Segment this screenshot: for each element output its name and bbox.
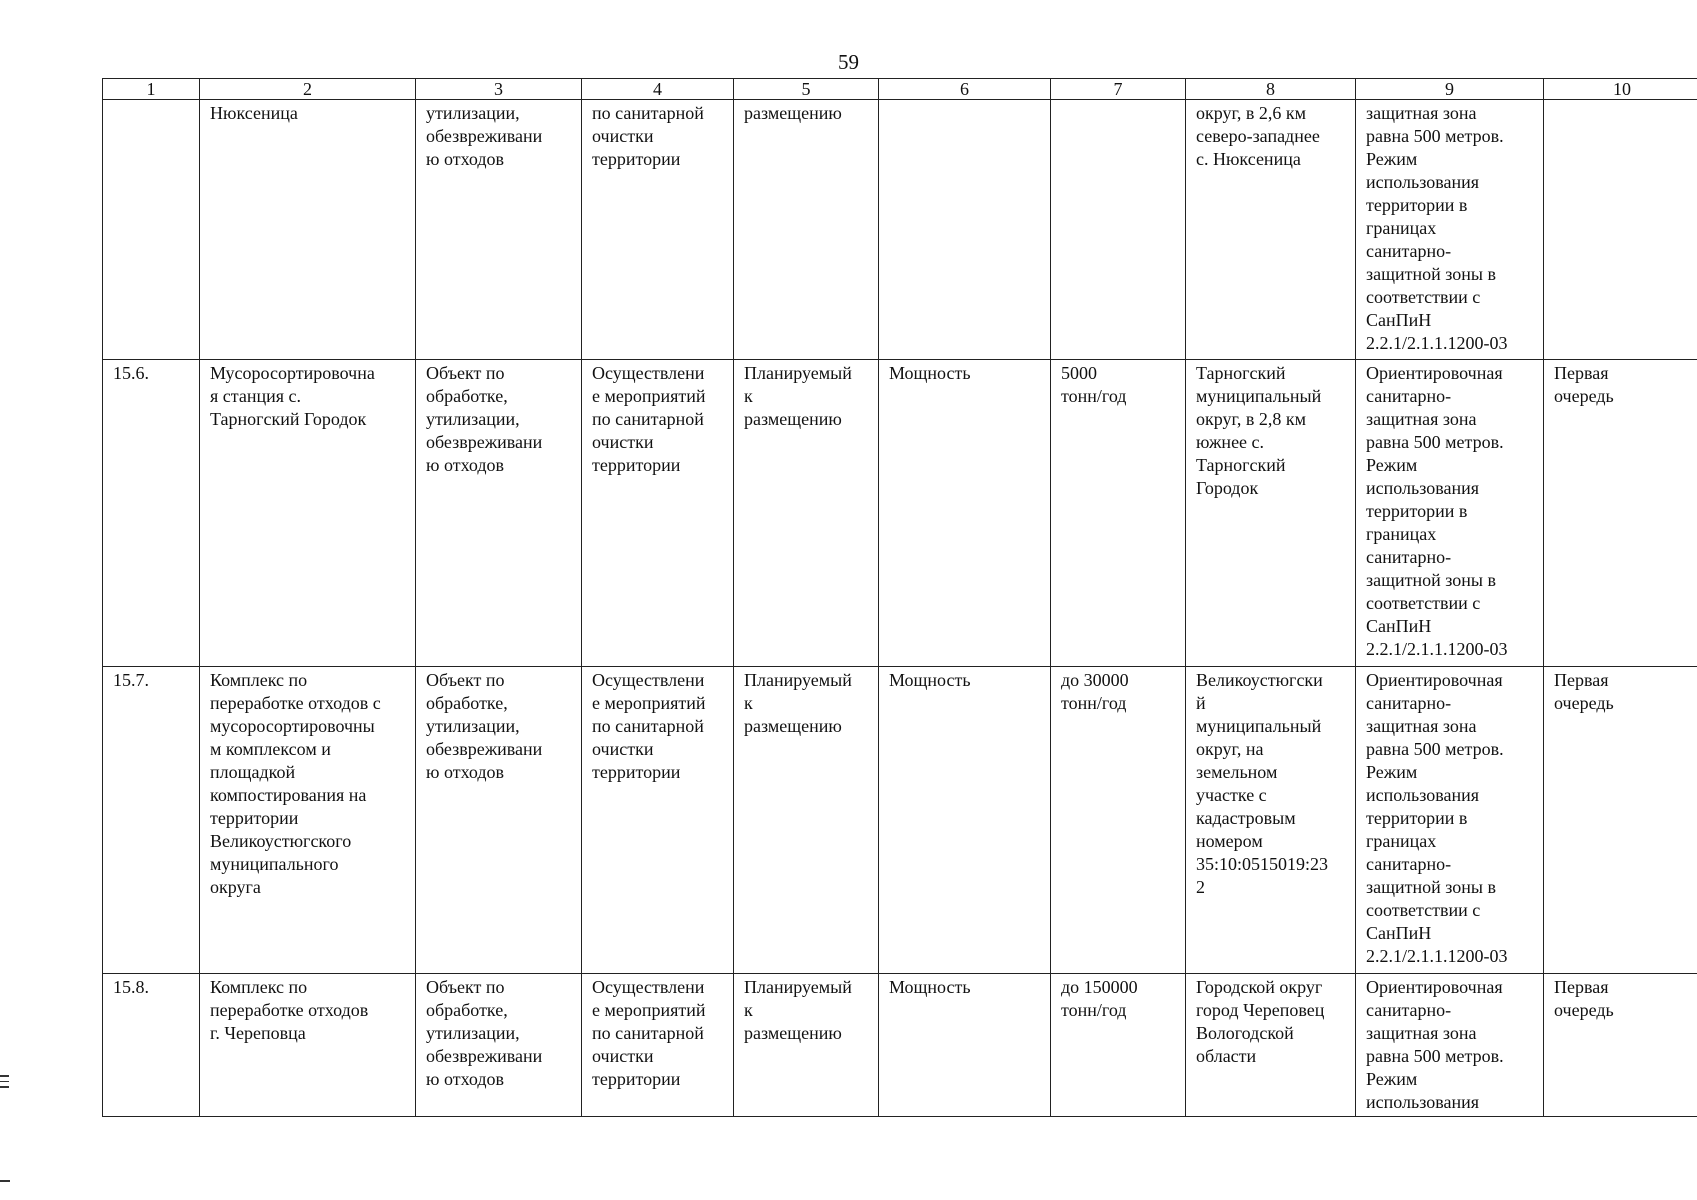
column-number: 1 (103, 79, 200, 100)
cell-priority: Первая очередь (1544, 360, 1697, 667)
table-row (103, 360, 1697, 667)
cell-location: Тарногский муниципальный округ, в 2,8 км южнее с. Тарногский Городок (1186, 360, 1356, 667)
cell-name: Нюксеница (200, 100, 416, 360)
table-row (103, 100, 1697, 360)
cell-purpose: утилизации, обезвреживани ю отходов (416, 100, 582, 360)
cell-characteristic: Мощность (879, 667, 1051, 974)
cell-purpose: Объект по обработке, утилизации, обезвреживани ю отходов (416, 360, 582, 667)
cell-activity: по санитарной очистки территории (582, 100, 734, 360)
cell-status: Планируемый к размещению (734, 360, 879, 667)
column-number: 7 (1051, 79, 1186, 100)
scan-mark (0, 1075, 9, 1077)
cell-num (103, 100, 200, 360)
cell-purpose: Объект по обработке, утилизации, обезвреживани ю отходов (416, 974, 582, 1117)
scan-mark (0, 1180, 10, 1182)
cell-zone: защитная зона равна 500 метров. Режим использования территории в границах санитарно- защитной зоны в соответствии с СанПиН 2.2.1/2.1.1.1200-03 (1356, 100, 1544, 360)
column-number: 10 (1544, 79, 1697, 100)
cell-value: до 30000 тонн/год (1051, 667, 1186, 974)
column-number-row (103, 79, 1697, 100)
column-number: 8 (1186, 79, 1356, 100)
column-number: 4 (582, 79, 734, 100)
cell-priority (1544, 100, 1697, 360)
cell-value: 5000 тонн/год (1051, 360, 1186, 667)
cell-value: до 150000 тонн/год (1051, 974, 1186, 1117)
column-number: 5 (734, 79, 879, 100)
column-number: 2 (200, 79, 416, 100)
cell-zone: Ориентировочная санитарно- защитная зона равна 500 метров. Режим использования территории в границах санитарно- защитной зоны в соответствии с СанПиН 2.2.1/2.1.1.1200-03 (1356, 360, 1544, 667)
cell-activity: Осуществлени е мероприятий по санитарной очистки территории (582, 667, 734, 974)
cell-name: Комплекс по переработке отходов г. Череповца (200, 974, 416, 1117)
scan-edge-marks (0, 1075, 10, 1105)
column-number: 3 (416, 79, 582, 100)
table-row (103, 667, 1697, 974)
cell-location: округ, в 2,6 км северо-западнее с. Нюксеница (1186, 100, 1356, 360)
column-number: 9 (1356, 79, 1544, 100)
cell-characteristic (879, 100, 1051, 360)
cell-zone: Ориентировочная санитарно- защитная зона равна 500 метров. Режим использования территории в границах санитарно- защитной зоны в соответствии с СанПиН 2.2.1/2.1.1.1200-03 (1356, 667, 1544, 974)
cell-activity: Осуществлени е мероприятий по санитарной очистки территории (582, 360, 734, 667)
facilities-table (102, 78, 1697, 1117)
cell-num: 15.6. (103, 360, 200, 667)
cell-priority: Первая очередь (1544, 974, 1697, 1117)
cell-status: Планируемый к размещению (734, 974, 879, 1117)
cell-activity: Осуществлени е мероприятий по санитарной очистки территории (582, 974, 734, 1117)
cell-name: Комплекс по переработке отходов с мусоросортировочны м комплексом и площадкой компостирования на территории Великоустюгского муниципального округа (200, 667, 416, 974)
cell-purpose: Объект по обработке, утилизации, обезвреживани ю отходов (416, 667, 582, 974)
scan-mark (0, 1086, 9, 1088)
cell-name: Мусоросортировочна я станция с. Тарногский Городок (200, 360, 416, 667)
cell-priority: Первая очередь (1544, 667, 1697, 974)
column-number: 6 (879, 79, 1051, 100)
page-number: 59 (838, 50, 859, 74)
cell-num: 15.7. (103, 667, 200, 974)
cell-characteristic: Мощность (879, 974, 1051, 1117)
scan-mark (0, 1081, 9, 1083)
cell-value (1051, 100, 1186, 360)
cell-num: 15.8. (103, 974, 200, 1117)
cell-zone: Ориентировочная санитарно- защитная зона равна 500 метров. Режим использования (1356, 974, 1544, 1117)
table-row (103, 974, 1697, 1117)
cell-location: Городской округ город Череповец Вологодской области (1186, 974, 1356, 1117)
cell-location: Великоустюгски й муниципальный округ, на земельном участке с кадастровым номером 35:10:0515019:23 2 (1186, 667, 1356, 974)
cell-status: Планируемый к размещению (734, 667, 879, 974)
cell-characteristic: Мощность (879, 360, 1051, 667)
cell-status: размещению (734, 100, 879, 360)
